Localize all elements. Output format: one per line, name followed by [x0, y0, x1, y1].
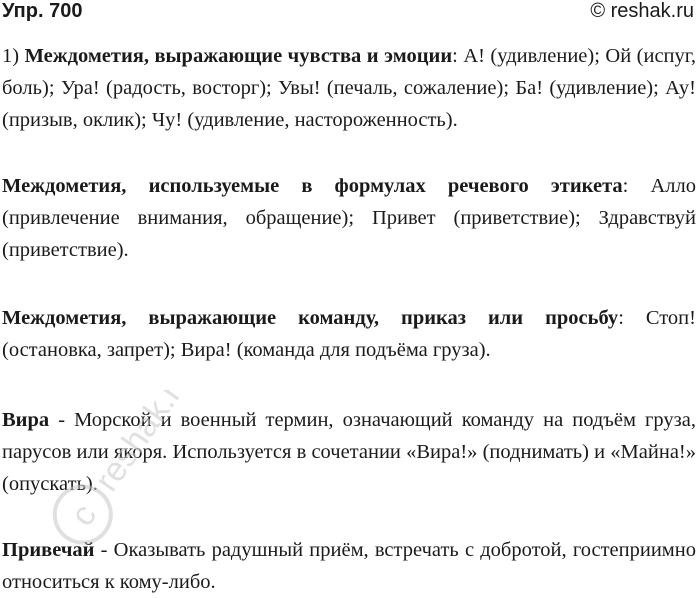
- paragraph-text: : Стоп! (остановка, запрет); Вира! (команда для подъёма груза).: [2, 307, 696, 361]
- paragraph-emotions: [2, 40, 696, 136]
- paragraph-text: : Алло (привлечение внимания, обращение); Привет (приветствие); Здравствуй (приветствие).: [2, 175, 696, 261]
- paragraph-etiquette: [2, 170, 696, 266]
- paragraph-number: 1): [2, 45, 25, 67]
- term-vira: Вира: [2, 409, 50, 431]
- paragraph-text: - Морской и военный термин, означающий команду на подъём груза, парусов или якоря. Используется в сочетании «Вира!» (поднимать) и «Майна!» (опускать).: [2, 409, 696, 495]
- paragraph-text: : А! (удивление); Ой (испуг, боль); Ура! (радость, восторг); Увы! (печаль, сожаление); Ба! (удивление); Ау! (призыв, оклик); Чу! (удивление, настороженность).: [2, 45, 696, 131]
- term-privechai: Привечай: [2, 539, 95, 561]
- header: [2, 0, 694, 24]
- exercise-title: Упр. 700: [2, 0, 83, 22]
- paragraph-commands: [2, 302, 696, 366]
- term-etiquette: Междометия, используемые в формулах речевого этикета: [2, 175, 623, 197]
- svg-text:reshak.ru: reshak.ru: [87, 390, 200, 499]
- svg-text:c: c: [63, 497, 105, 534]
- term-emotions: Междометия, выражающие чувства и эмоции: [24, 45, 453, 67]
- term-commands: Междометия, выражающие команду, приказ или просьбу: [2, 307, 619, 329]
- paragraph-text: - Оказывать радушный приём, встречать с добротой, гостеприимно относиться к кому-либо.: [2, 539, 696, 593]
- paragraph-vira: [2, 404, 696, 500]
- copyright-label: © reshak.ru: [590, 0, 694, 22]
- paragraph-privechai: [2, 534, 696, 598]
